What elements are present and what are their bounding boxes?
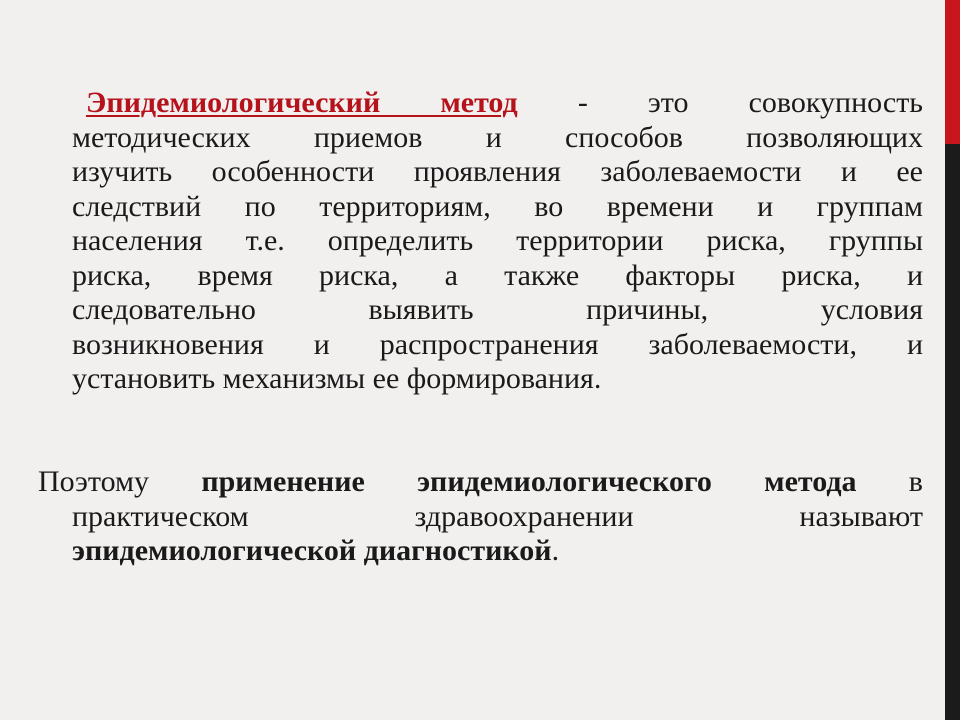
definition-line-5: населения т.е. определить территории риска, группы (72, 224, 923, 257)
conclusion-line-1 (38, 465, 923, 500)
definition-line-9: установить механизмы ее формирования. (72, 362, 602, 395)
conclusion-line-2: практическом здравоохранении называют (72, 499, 923, 533)
conclusion-bold-phrase: применение эпидемиологического метода (201, 465, 857, 498)
accent-bar-dark (945, 144, 960, 720)
conclusion-paragraph (38, 465, 923, 569)
definition-text-1: - это совокупность (517, 86, 923, 119)
conclusion-line-3 (38, 534, 923, 569)
definition-line-1 (72, 86, 923, 121)
definition-line-6: риска, время риска, а также факторы риска, и (72, 258, 923, 292)
definition-line-3: изучить особенности проявления заболеваемости и ее (72, 155, 923, 188)
definition-term: Эпидемиологический метод (86, 86, 518, 119)
definition-paragraph (72, 86, 923, 397)
definition-line-2: методических приемов и способов позволяющих (72, 120, 923, 154)
definition-line-4: следствий по территориям, во времени и группам (72, 189, 923, 223)
accent-bar-red (945, 0, 960, 144)
conclusion-lead: Поэтому (38, 465, 202, 498)
conclusion-bold-term: эпидемиологической диагностикой (72, 534, 552, 567)
conclusion-tail: в (856, 465, 923, 498)
conclusion-end: . (551, 534, 560, 567)
definition-line-7: следовательно выявить причины, условия (72, 293, 923, 326)
definition-line-8: возникновения и распространения заболеваемости, и (72, 327, 923, 361)
